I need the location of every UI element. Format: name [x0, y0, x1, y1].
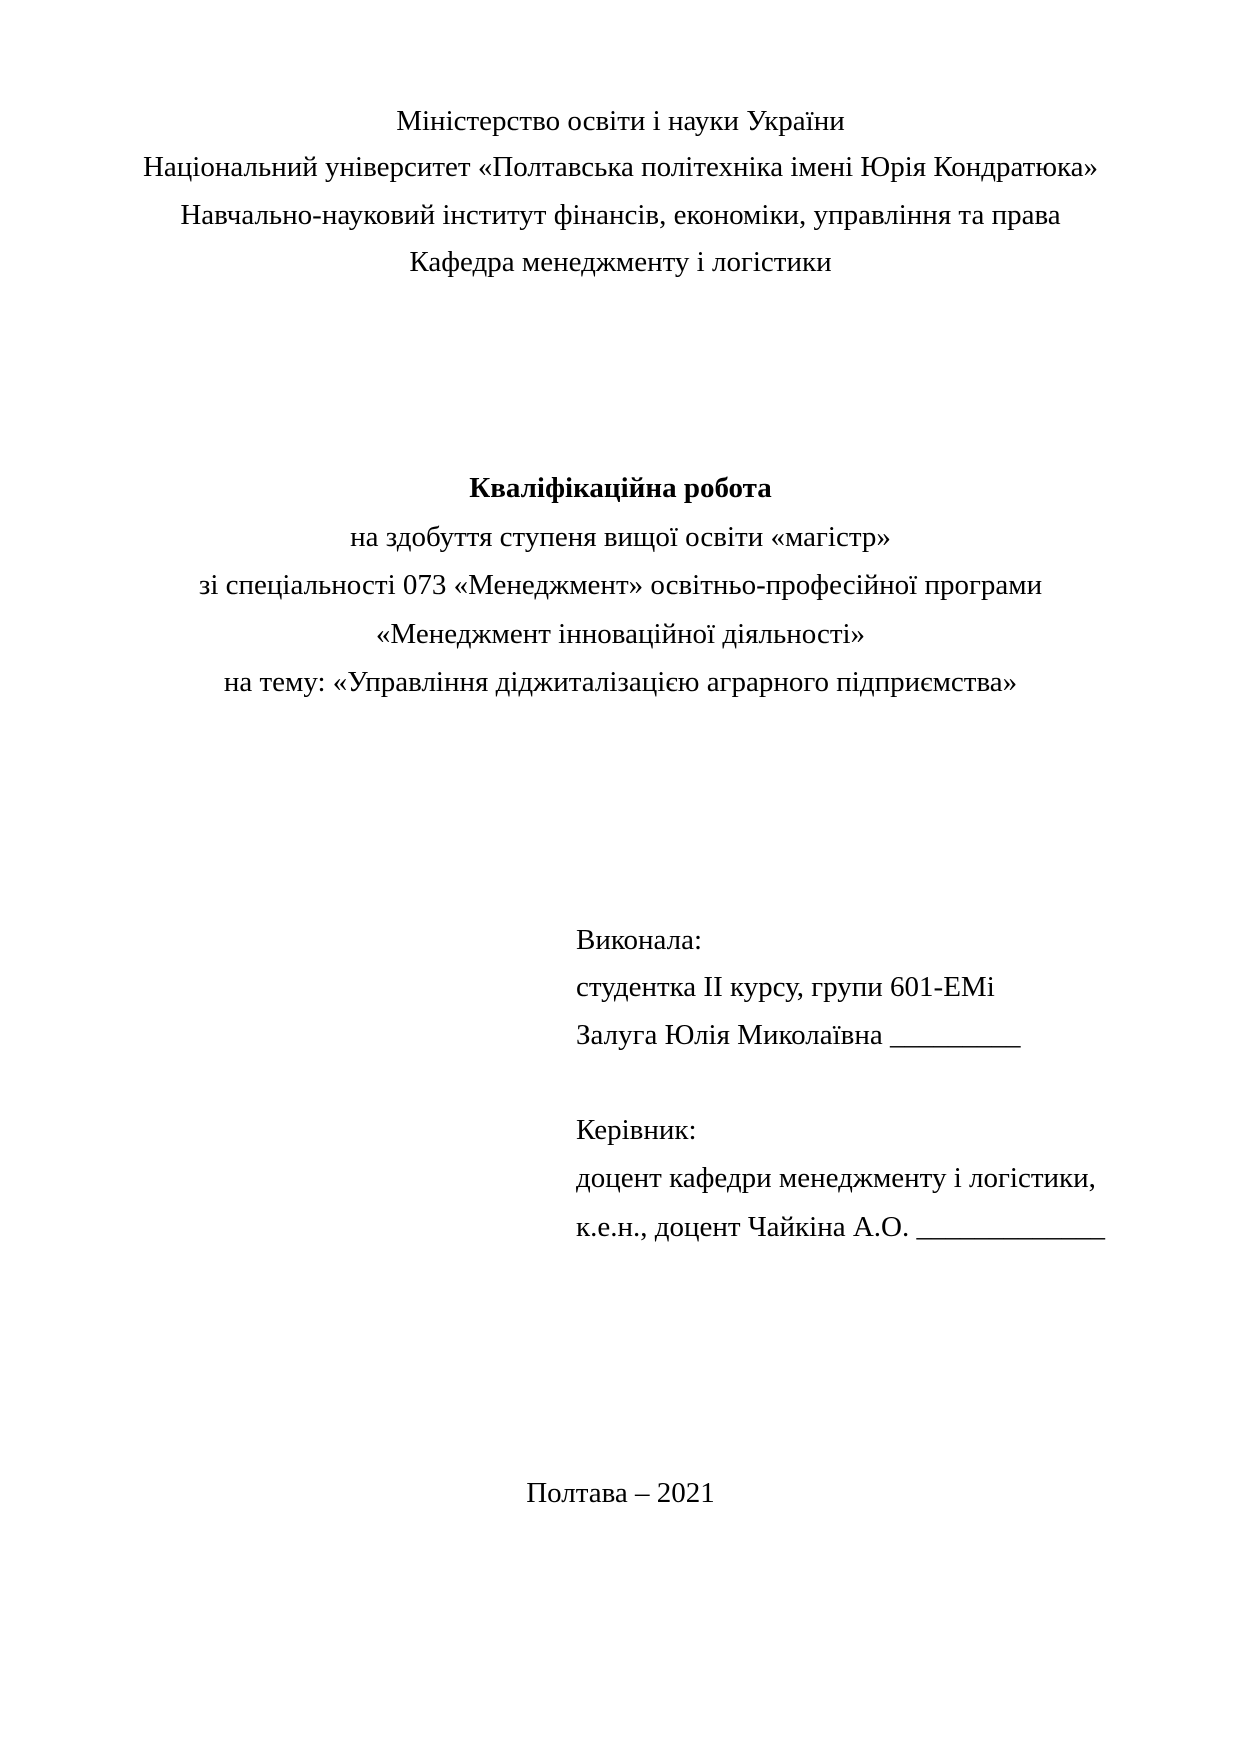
supervisor-name-signature: к.е.н., доцент Чайкіна А.О. _____________: [576, 1211, 1105, 1243]
specialty-line: зі спеціальності 073 «Менеджмент» освітньо-професійної програми: [198, 569, 1043, 601]
program-line: «Менеджмент інноваційної діяльності»: [375, 618, 866, 650]
city-year: Полтава – 2021: [526, 1477, 715, 1509]
author-name-signature: Залуга Юлія Миколаївна _________: [576, 1019, 1021, 1051]
author-label: Виконала:: [576, 924, 703, 956]
department-line: Кафедра менеджменту і логістики: [409, 246, 832, 278]
ministry-line: Міністерство освіти і науки України: [396, 105, 845, 137]
university-line: Національний університет «Полтавська політехніка імені Юрія Кондратюка»: [142, 151, 1099, 183]
institute-line: Навчально-науковий інститут фінансів, економіки, управління та права: [180, 199, 1061, 231]
degree-line: на здобуття ступеня вищої освіти «магістр»: [350, 521, 891, 553]
topic-line: на тему: «Управління діджиталізацією аграрного підприємства»: [223, 666, 1018, 698]
author-status: студентка ІІ курсу, групи 601-ЕМі: [576, 971, 995, 1003]
document-title: Кваліфікаційна робота: [469, 472, 772, 504]
supervisor-position: доцент кафедри менеджменту і логістики,: [576, 1162, 1096, 1194]
supervisor-label: Керівник:: [576, 1114, 697, 1146]
